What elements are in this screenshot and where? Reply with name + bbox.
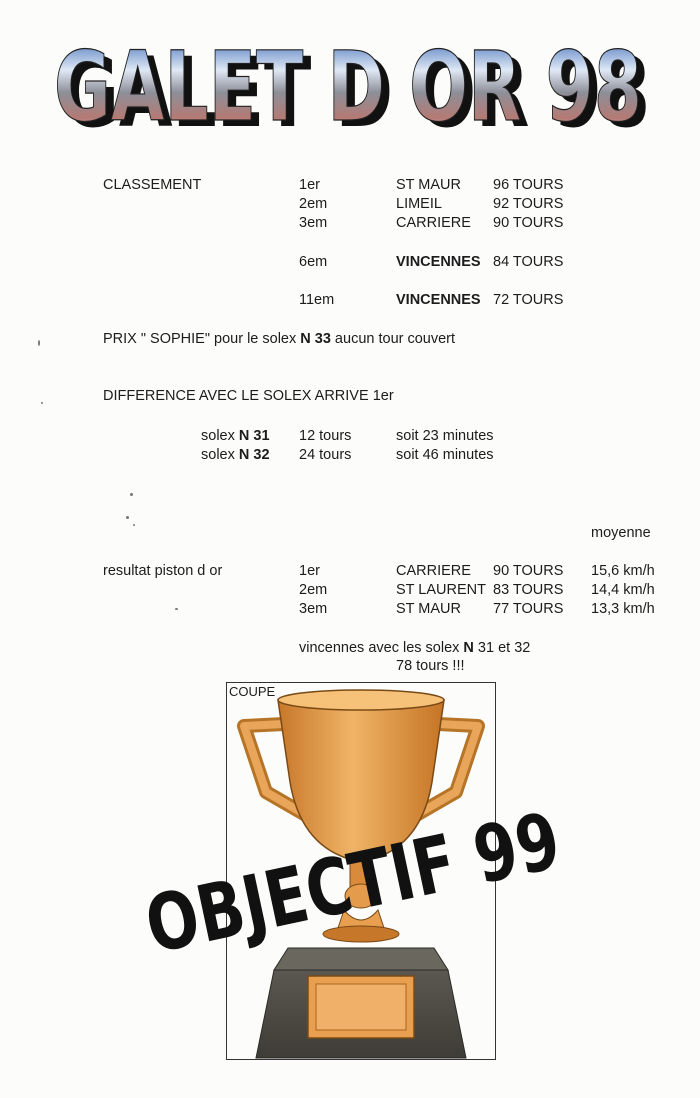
difference-solex-prefix: solex <box>201 447 239 463</box>
piston-team: CARRIERE <box>396 563 471 579</box>
difference-tours: 24 tours <box>299 447 352 463</box>
piston-rank: 1er <box>299 563 320 579</box>
piston-rank: 3em <box>299 601 328 617</box>
classement-tours: 72 TOURS <box>493 292 564 308</box>
classement-team: ST MAUR <box>396 177 461 193</box>
piston-tours: 77 TOURS <box>493 601 564 617</box>
difference-suffix: 1er <box>372 388 394 404</box>
classement-rank: 1er <box>299 177 320 193</box>
scan-speck <box>175 608 178 610</box>
classement-team: LIMEIL <box>396 196 442 212</box>
piston-label: resultat piston d or <box>103 563 223 579</box>
difference-solex-number: N 31 <box>238 428 270 444</box>
classement-tours: 92 TOURS <box>493 196 564 212</box>
vincennes-note-text: vincennes avec les solex <box>299 640 464 656</box>
classement-rank: 11em <box>299 292 335 308</box>
objectif-text: OBJECTIF 99 <box>138 771 682 972</box>
difference-solex-number: N 32 <box>238 447 270 463</box>
classement-tours: 96 TOURS <box>493 177 564 193</box>
piston-tours: 90 TOURS <box>493 563 564 579</box>
vincennes-note <box>299 639 530 657</box>
classement-rank: 6em <box>299 254 328 270</box>
objectif-overlay <box>130 760 682 972</box>
coupe-label: COUPE <box>229 684 276 699</box>
difference-solex-prefix: solex <box>201 428 239 444</box>
piston-team: ST MAUR <box>396 601 461 617</box>
prix-text: PRIX " SOPHIE" pour le solex <box>103 331 301 347</box>
moyenne-header: moyenne <box>591 525 651 541</box>
difference-soit: soit 23 minutes <box>396 428 494 444</box>
title-banner-shadow: GALET D OR 98 <box>62 37 650 149</box>
vincennes-note-n: N <box>463 640 474 656</box>
classement-tours: 90 TOURS <box>493 215 564 231</box>
vincennes-total: 78 tours !!! <box>396 658 465 674</box>
piston-speed: 15,6 km/h <box>591 563 655 579</box>
classement-team: VINCENNES <box>396 254 481 270</box>
prix-solex-number: N 33 <box>300 331 331 347</box>
vincennes-note-numbers: 31 et 32 <box>473 640 531 656</box>
piston-rank: 2em <box>299 582 328 598</box>
classement-rank: 2em <box>299 196 328 212</box>
scan-speck <box>38 340 40 346</box>
title-banner <box>30 8 670 158</box>
piston-speed: 14,4 km/h <box>591 582 655 598</box>
classement-rank: 3em <box>299 215 328 231</box>
scan-speck <box>126 516 129 519</box>
piston-team: ST LAURENT <box>396 582 486 598</box>
classement-team: CARRIERE <box>396 215 471 231</box>
difference-solex <box>201 446 270 464</box>
scan-speck <box>133 524 135 526</box>
classement-team: VINCENNES <box>396 292 481 308</box>
prix-text-end: aucun tour couvert <box>330 331 456 347</box>
piston-tours: 83 TOURS <box>493 582 564 598</box>
title-banner-text: GALET D OR 98 <box>54 31 642 143</box>
prix-sophie-line <box>103 330 455 348</box>
piston-speed: 13,3 km/h <box>591 601 655 617</box>
scan-speck <box>41 402 43 404</box>
difference-heading <box>103 387 394 405</box>
difference-tours: 12 tours <box>299 428 352 444</box>
difference-text: DIFFERENCE AVEC LE SOLEX ARRIVE <box>103 388 373 404</box>
difference-soit: soit 46 minutes <box>396 447 494 463</box>
classement-label: CLASSEMENT <box>103 177 202 193</box>
difference-solex <box>201 427 270 445</box>
classement-tours: 84 TOURS <box>493 254 564 270</box>
scan-speck <box>130 493 133 496</box>
